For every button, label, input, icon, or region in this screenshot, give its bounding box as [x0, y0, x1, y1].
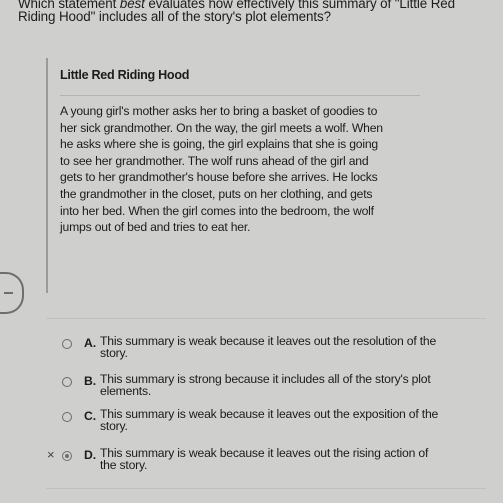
answer-option-b[interactable] [62, 374, 462, 408]
passage-title-divider [60, 95, 420, 96]
option-text: This summary is weak because it leaves out the exposition of the story. [100, 407, 439, 433]
question-emphasis: best [119, 0, 145, 11]
passage-title: Little Red Riding Hood [60, 68, 190, 82]
option-text: This summary is strong because it includes all of the story's plot elements. [100, 372, 431, 398]
answer-option-c[interactable] [62, 409, 462, 443]
option-letter: C. [84, 409, 97, 423]
answer-option-a[interactable] [62, 336, 462, 370]
options-top-divider [46, 318, 486, 319]
option-text: This summary is weak because it leaves out the resolution of the story. [100, 334, 437, 360]
wrong-x-icon: × [47, 447, 55, 462]
passage-box [46, 58, 478, 293]
option-letter: A. [84, 336, 97, 350]
passage-body: A young girl's mother asks her to bring a basket of goodies to her sick grandmother. On the way, the girl meets a wolf. When he asks where she is going, the girl explains that she is going to see her grandmother. The wolf runs ahead of the girl and gets to her grandmother's house before she arrives. He locks the grandmother in the closet, puts on her clothing, and gets into her bed. When the girl comes into the bedroom, the wolf jumps out of bed and tries to eat her. [60, 104, 383, 235]
question-suffix: evaluates how effectively this summary of "Little Red Riding Hood" includes all of the story's plot elements? [18, 0, 455, 24]
radio-button-d[interactable] [62, 451, 72, 461]
options-bottom-divider [46, 488, 486, 489]
option-letter: D. [84, 448, 97, 462]
radio-button-a[interactable] [62, 339, 72, 349]
hand-finger-icon [4, 292, 13, 294]
question-prefix: Which statement [18, 0, 120, 11]
radio-button-b[interactable] [62, 377, 72, 387]
option-letter: B. [84, 374, 97, 388]
question-text [18, 0, 488, 23]
answer-option-d[interactable] [47, 446, 462, 482]
radio-button-c[interactable] [62, 412, 72, 422]
option-text: This summary is weak because it leaves out the rising action of the story. [100, 446, 429, 472]
